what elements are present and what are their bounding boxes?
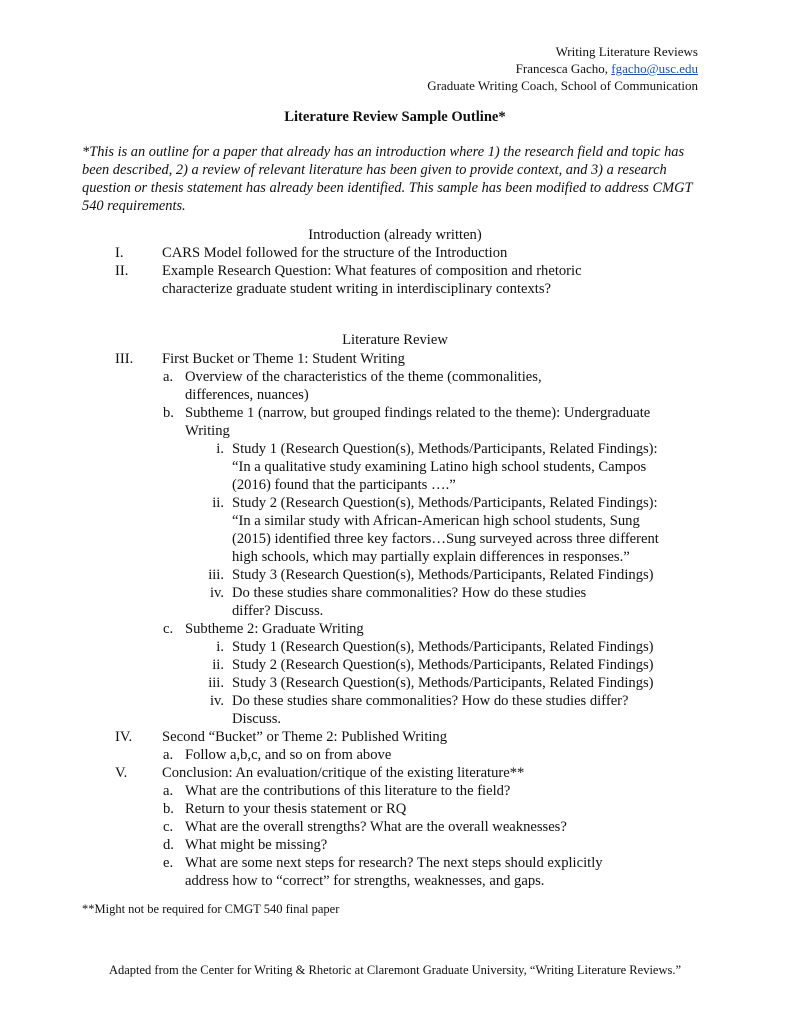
outline-item-cont: “In a qualitative study examining Latino high school students, Campos [232, 459, 647, 475]
outline-item: What are the overall strengths? What are the overall weaknesses? [185, 819, 567, 835]
outline-item-cont: high schools, which may partially explain differences in responses.” [232, 549, 630, 565]
email-link[interactable]: fgacho@usc.edu [611, 61, 698, 76]
outline-item: What are the contributions of this literature to the field? [185, 783, 511, 799]
outline-item: What are some next steps for research? The next steps should explicitly [185, 855, 603, 871]
header-author [516, 61, 698, 77]
outline-item: Study 1 (Research Question(s), Methods/Participants, Related Findings) [232, 639, 654, 655]
outline-item: Overview of the characteristics of the theme (commonalities, [185, 369, 542, 385]
author-name: Francesca Gacho, [515, 61, 612, 76]
outline-item: Subtheme 2: Graduate Writing [185, 621, 364, 637]
outline-roman: ii. [212, 657, 224, 673]
outline-item: Do these studies share commonalities? How do these studies differ? [232, 693, 629, 709]
outline-item-cont: (2015) identified three key factors…Sung surveyed across three different [232, 531, 659, 547]
outline-letter: c. [163, 819, 174, 835]
outline-item-cont: differ? Discuss. [232, 603, 324, 619]
outline-letter: a. [163, 369, 174, 385]
outline-letter: a. [163, 783, 174, 799]
outline-number: IV. [115, 729, 133, 745]
outline-roman: i. [216, 441, 224, 457]
outline-roman: iii. [208, 567, 224, 583]
outline-roman: iii. [208, 675, 224, 691]
outline-item-cont: Writing [185, 423, 230, 439]
outline-letter: c. [163, 621, 174, 637]
outline-roman: iv. [209, 585, 224, 601]
footnote: **Might not be required for CMGT 540 final paper [82, 902, 340, 916]
outline-item: CARS Model followed for the structure of the Introduction [162, 245, 508, 261]
section-heading-introduction: Introduction (already written) [308, 227, 482, 243]
outline-roman: ii. [212, 495, 224, 511]
outline-item: Study 1 (Research Question(s), Methods/Participants, Related Findings): [232, 441, 658, 457]
outline-number: II. [115, 263, 129, 279]
outline-letter: a. [163, 747, 174, 763]
outline-number: V. [115, 765, 128, 781]
header-doc-title: Writing Literature Reviews [555, 44, 698, 59]
outline-number: III. [115, 351, 134, 367]
page-title: Literature Review Sample Outline* [284, 109, 506, 125]
outline-letter: d. [163, 837, 174, 853]
outline-item: Subtheme 1 (narrow, but grouped findings related to the theme): Undergraduate [185, 405, 651, 421]
attribution: Adapted from the Center for Writing & Rhetoric at Claremont Graduate University, “Writing Literature Reviews.” [108, 963, 682, 977]
outline-item: First Bucket or Theme 1: Student Writing [162, 351, 405, 367]
outline-item: Return to your thesis statement or RQ [185, 801, 407, 817]
outline-item-cont: characterize graduate student writing in interdisciplinary contexts? [162, 281, 552, 297]
outline-letter: b. [163, 801, 174, 817]
outline-item: Second “Bucket” or Theme 2: Published Writing [162, 729, 448, 745]
outline-item: Do these studies share commonalities? How do these studies [232, 585, 587, 601]
outline-letter: e. [163, 855, 174, 871]
outline-item-cont: Discuss. [232, 711, 282, 727]
outline-item-cont: address how to “correct” for strengths, weaknesses, and gaps. [185, 873, 545, 889]
intro-note: *This is an outline for a paper that already has an introduction where 1) the research field and topic has been described, 2) a review of relevant literature has been given to provide context, and 3) a research question or thesis statement has already been identified. This sample has been modified to address CMGT 540 requirements. [82, 144, 693, 214]
outline-item-cont: differences, nuances) [185, 387, 309, 403]
section-heading-literature-review: Literature Review [342, 332, 448, 348]
outline-item: Study 2 (Research Question(s), Methods/Participants, Related Findings) [232, 657, 654, 673]
outline-item: Follow a,b,c, and so on from above [185, 747, 392, 763]
outline-item: Example Research Question: What features of composition and rhetoric [162, 263, 582, 279]
outline-letter: b. [163, 405, 174, 421]
outline-item: Study 3 (Research Question(s), Methods/Participants, Related Findings) [232, 567, 654, 583]
outline-roman: i. [216, 639, 224, 655]
outline-item: Study 2 (Research Question(s), Methods/Participants, Related Findings): [232, 495, 658, 511]
outline-item: Conclusion: An evaluation/critique of the existing literature** [162, 765, 525, 781]
outline-roman: iv. [209, 693, 224, 709]
outline-number: I. [115, 245, 124, 261]
outline-item-cont: “In a similar study with African-American high school students, Sung [232, 513, 640, 529]
outline-item-cont: (2016) found that the participants ….” [232, 477, 456, 493]
outline-item: What might be missing? [185, 837, 328, 853]
header-role: Graduate Writing Coach, School of Communication [427, 78, 698, 93]
outline-item: Study 3 (Research Question(s), Methods/Participants, Related Findings) [232, 675, 654, 691]
